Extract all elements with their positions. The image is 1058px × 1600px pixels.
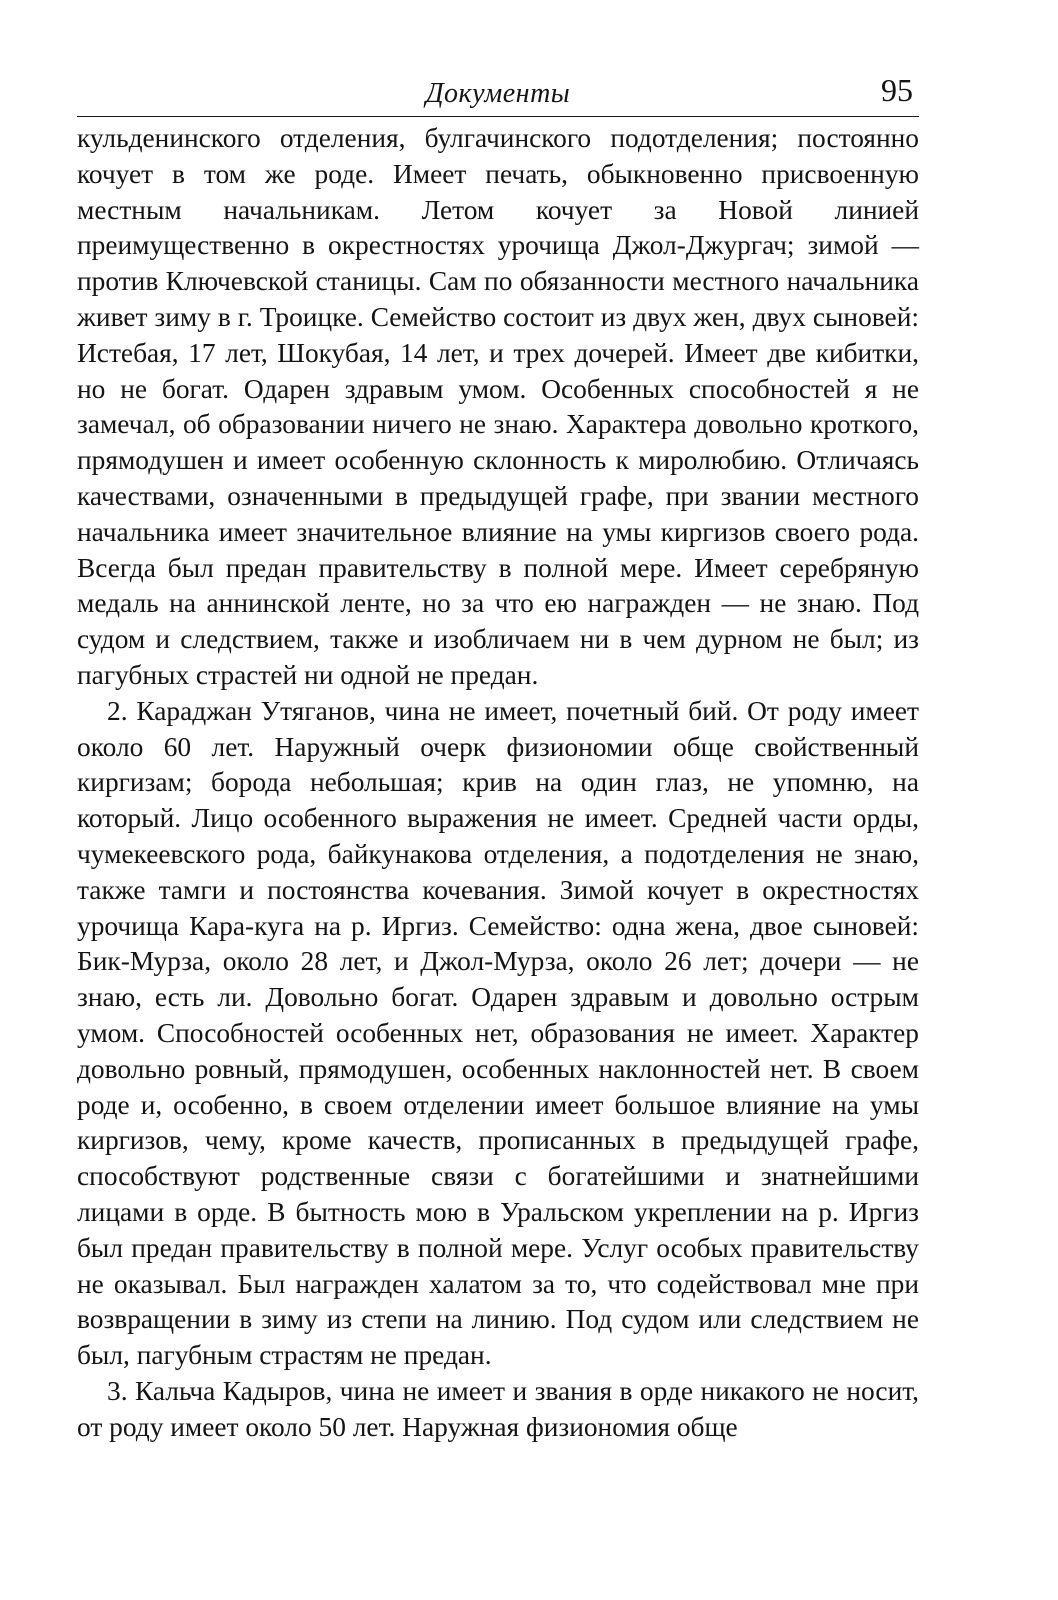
- paragraph-entry-3: 3. Кальча Кадыров, чина не имеет и звания в орде никакого не носит, от роду имеет около 50 лет. Наружная физиономия обще: [77, 1375, 919, 1442]
- running-title: Документы: [425, 78, 571, 109]
- paragraph-entry-2: 2. Караджан Утяганов, чина не имеет, почетный бий. От роду имеет около 60 лет. Наружный очерк физиономии обще свойственный киргизам; борода небольшая; крив на один глаз, не упомню, на который. Лицо особенного выражения не имеет. Средней части орды, чумекеевского рода, байкунакова отделения, а подотделения не знаю, также тамги и постоянства кочевания. Зимой кочует в окрестностях урочища Кара-куга на р. Иргиз. Семейство: одна жена, двое сыновей: Бик-Мурза, около 28 лет, и Джол-Мурза, около 26 лет; дочери — не знаю, есть ли. Довольно богат. Одарен здравым и довольно острым умом. Способностей особенных нет, образования не имеет. Характер довольно ровный, прямодушен, особенных наклонностей нет. В своем роде и, особенно, в своем отделении имеет большое влияние на умы киргизов, чему, кроме качеств, прописанных в предыдущей графе, способствуют родственные связи с богатейшими и знатнейшими лицами в орде. В бытность мою в Уральском укреплении на р. Иргиз был предан правительству в полной мере. Услуг особых правительству не оказывал. Был награжден халатом за то, что содействовал мне при возвращении в зиму из степи на линию. Под судом или следствием не был, пагубным страстям не предан.: [77, 695, 919, 1371]
- running-header: [77, 60, 919, 117]
- book-page: [77, 60, 919, 1445]
- body-text: [77, 121, 919, 1445]
- paragraph-continuation: кульденинского отделения, булгачинского подотделения; постоянно кочует в том же роде. Имеет печать, обыкновенно присвоенную местным начальникам. Летом кочует за Новой линией преимущественно в окрестностях урочища Джол-Джургач; зимой — против Ключевской станицы. Сам по обязанности местного начальника живет зиму в г. Троицке. Семейство состоит из двух жен, двух сыновей: Истебая, 17 лет, Шокубая, 14 лет, и трех дочерей. Имеет две кибитки, но не богат. Одарен здравым умом. Особенных способностей я не замечал, об образовании ничего не знаю. Характера довольно кроткого, прямодушен и имеет особенную склонность к миролюбию. Отличаясь качествами, означенными в предыдущей графе, при звании местного начальника имеет значительное влияние на умы киргизов своего рода. Всегда был предан правительству в полной мере. Имеет серебряную медаль на аннинской ленте, но за что ею награжден — не знаю. Под судом и следствием, также и изобличаем ни в чем дурном не был; из пагубных страстей ни одной не предан.: [77, 123, 919, 690]
- page-number: 95: [881, 72, 913, 108]
